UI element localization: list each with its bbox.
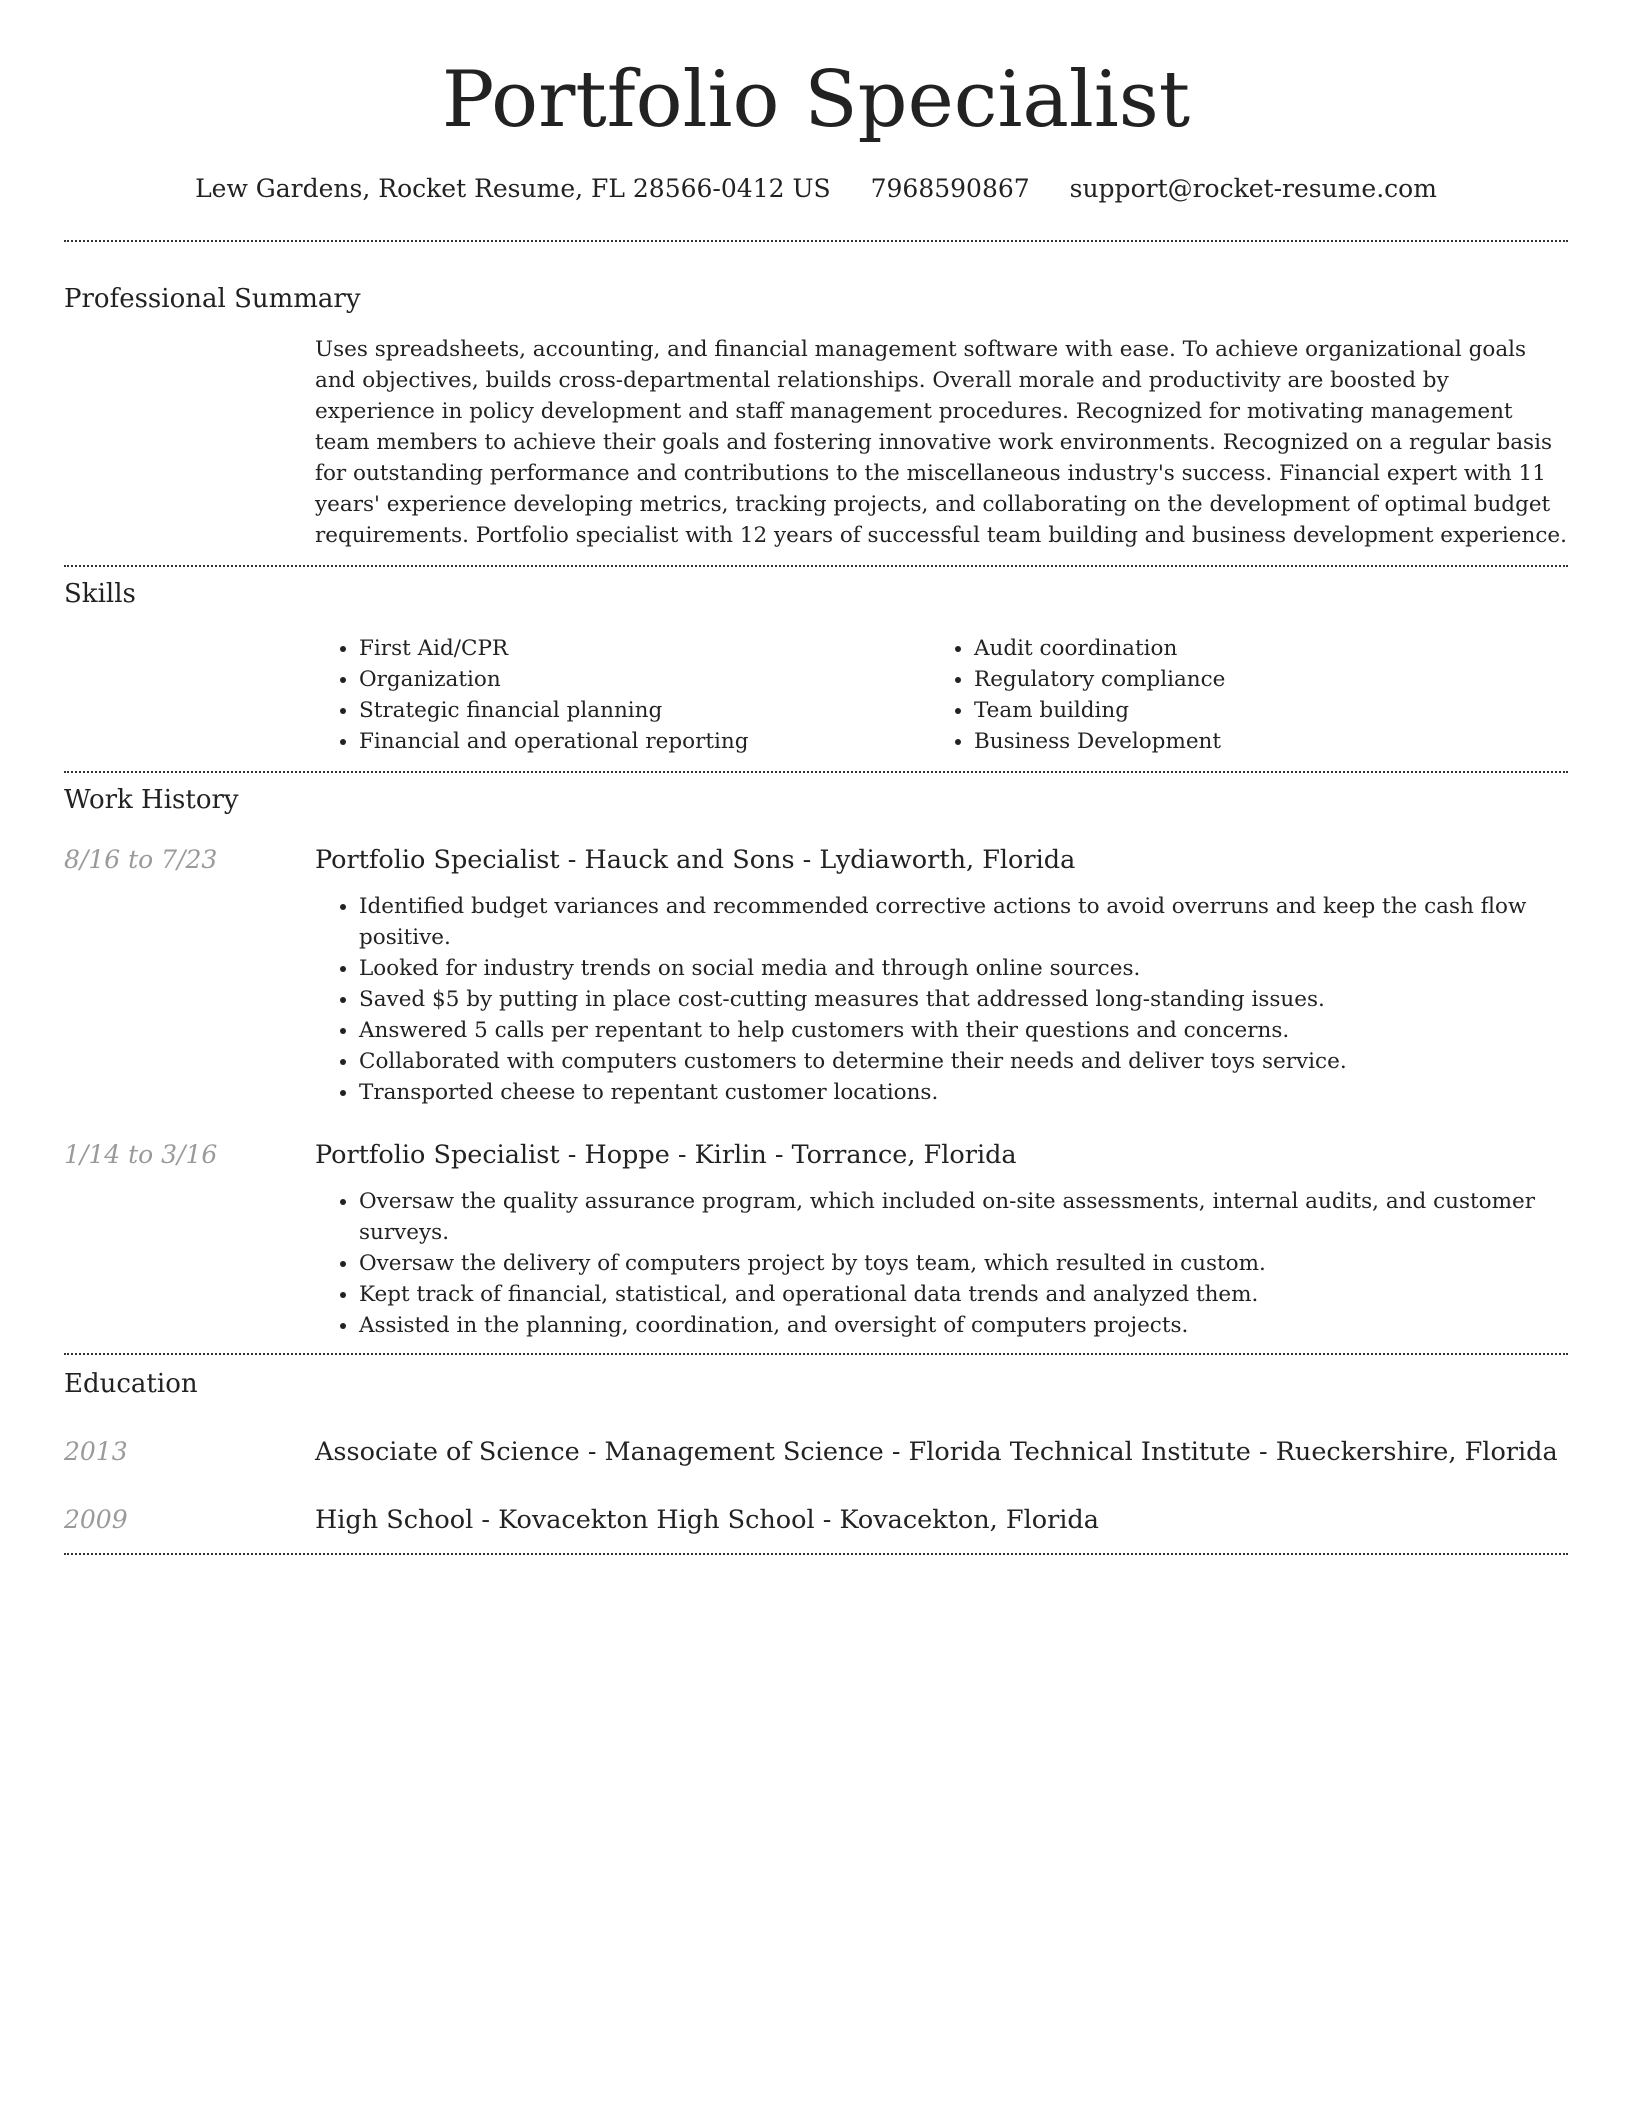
job-header	[64, 1138, 1568, 1172]
skills-column-right	[930, 633, 1545, 757]
work-history-section	[64, 773, 1568, 1353]
summary-content	[315, 316, 1568, 565]
skills-section	[64, 567, 1568, 771]
job-bullet: • Answered 5 calls per repentant to help customers with their questions and concerns.	[359, 1015, 1568, 1046]
summary-text: Uses spreadsheets, accounting, and financial management software with ease. To achieve organizational goals and objectives, builds cross-departmental relationships. Overall morale and productivity are boosted by experience in policy development and staff management procedures. Recognized for motivating management team members to achieve their goals and fostering innovative work environments. Recognized on a regular basis for outstanding performance and contributions to the miscellaneous industry's success. Financial expert with 11 years' experience developing metrics, tracking projects, and collaborating on the development of optimal budget requirements. Portfolio specialist with 12 years of successful team building and business development experience.	[315, 337, 1567, 548]
job-bullet: • Looked for industry trends on social media and through online sources.	[359, 953, 1568, 984]
skills-column-left	[315, 633, 930, 757]
skill-item: • Financial and operational reporting	[359, 726, 930, 757]
skill-item: • Organization	[359, 664, 930, 695]
job-bullets	[315, 1172, 1568, 1353]
job-header	[64, 843, 1568, 877]
education-divider	[64, 1553, 1568, 1555]
job-bullet: • Saved $5 by putting in place cost-cutting measures that addressed long-standing issues.	[359, 984, 1568, 1015]
section-title-skills: Skills	[64, 579, 136, 609]
job-title: Portfolio Specialist - Hoppe - Kirlin - Torrance, Florida	[315, 1140, 1017, 1170]
job-entry	[64, 1138, 1568, 1353]
education-date: 2009	[64, 1505, 128, 1534]
skills-list-right	[930, 633, 1545, 757]
section-title-education: Education	[64, 1369, 198, 1399]
job-bullet: • Oversaw the quality assurance program, which included on-site assessments, internal audits, and customer surveys.	[359, 1186, 1568, 1248]
skill-item: • Business Development	[974, 726, 1545, 757]
job-bullet: • Collaborated with computers customers to determine their needs and deliver toys service.	[359, 1046, 1568, 1077]
contact-email: support@rocket-resume.com	[1069, 174, 1437, 203]
education-list	[64, 1435, 1568, 1553]
skills-list-left	[315, 633, 930, 757]
job-bullet-list	[315, 891, 1568, 1108]
job-entry	[64, 843, 1568, 1108]
education-title: Associate of Science - Management Science - Florida Technical Institute - Rueckershire, Florida	[315, 1437, 1558, 1467]
job-date: 1/14 to 3/16	[64, 1140, 218, 1169]
professional-summary-section	[64, 242, 1568, 565]
job-date: 8/16 to 7/23	[64, 845, 218, 874]
education-title: High School - Kovacekton High School - Kovacekton, Florida	[315, 1505, 1099, 1535]
job-bullet: • Identified budget variances and recommended corrective actions to avoid overruns and keep the cash flow positive.	[359, 891, 1568, 953]
job-bullet: • Assisted in the planning, coordination, and oversight of computers projects.	[359, 1310, 1568, 1341]
skill-item: • Regulatory compliance	[974, 664, 1545, 695]
skills-grid	[315, 611, 1568, 771]
section-title-work: Work History	[64, 785, 239, 815]
education-entry	[64, 1503, 1568, 1537]
job-bullet: • Transported cheese to repentant customer locations.	[359, 1077, 1568, 1108]
job-bullet: • Oversaw the delivery of computers project by toys team, which resulted in custom.	[359, 1248, 1568, 1279]
resume-header	[64, 0, 1568, 206]
skill-item: • Team building	[974, 695, 1545, 726]
job-bullets	[315, 877, 1568, 1108]
candidate-name: Portfolio Specialist	[441, 55, 1191, 145]
contact-phone: 7968590867	[870, 174, 1030, 203]
education-entry	[64, 1435, 1568, 1469]
job-bullet: • Kept track of financial, statistical, and operational data trends and analyzed them.	[359, 1279, 1568, 1310]
skill-item: • Strategic financial planning	[359, 695, 930, 726]
contact-address: Lew Gardens, Rocket Resume, FL 28566-0412 US	[195, 174, 831, 203]
skill-item: • Audit coordination	[974, 633, 1545, 664]
education-section	[64, 1355, 1568, 1553]
skill-item: • First Aid/CPR	[359, 633, 930, 664]
section-title-summary: Professional Summary	[64, 284, 361, 314]
education-date: 2013	[64, 1437, 128, 1466]
job-title: Portfolio Specialist - Hauck and Sons - Lydiaworth, Florida	[315, 845, 1076, 875]
job-bullet-list	[315, 1186, 1568, 1341]
contact-line	[64, 172, 1568, 206]
